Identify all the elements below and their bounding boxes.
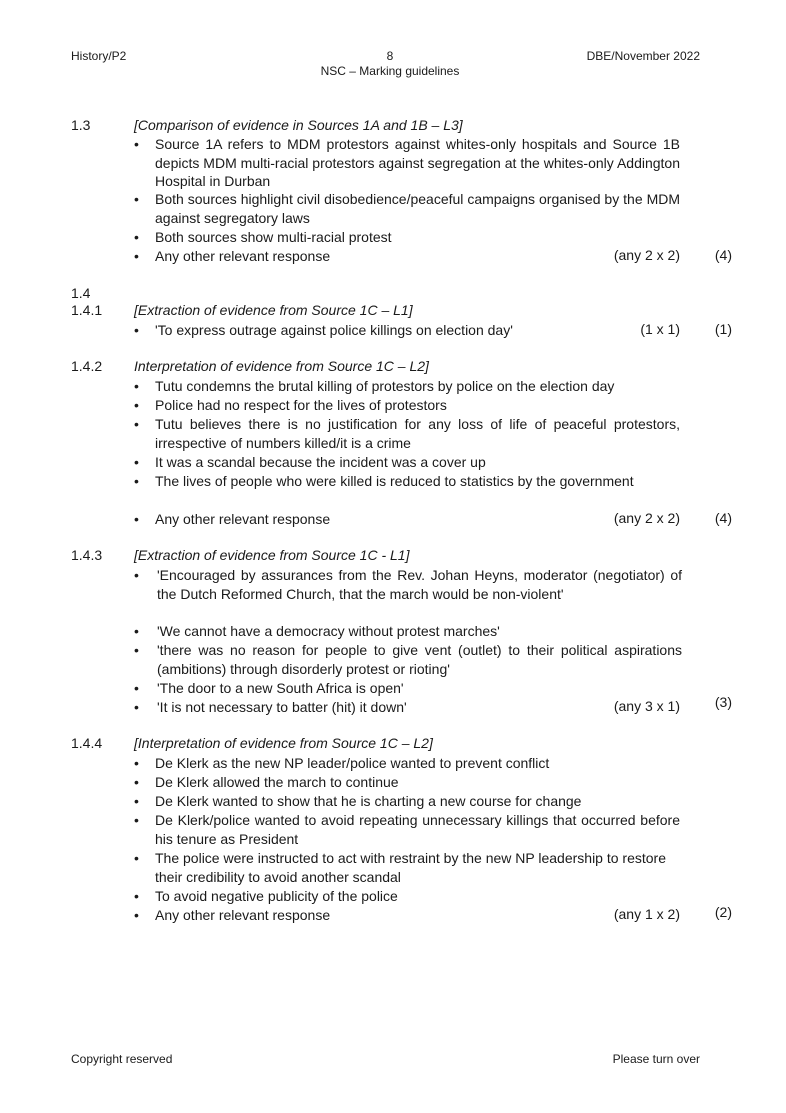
question-number: 1.4.3 bbox=[71, 547, 103, 563]
footer-turn-over: Please turn over bbox=[612, 1052, 700, 1066]
question-heading: [Extraction of evidence from Source 1C - L1] bbox=[134, 547, 410, 563]
header-subtitle: NSC – Marking guidelines bbox=[320, 64, 460, 78]
mark-allocation: (any 2 x 2) bbox=[613, 510, 680, 526]
bullet-icon: • bbox=[134, 812, 139, 828]
mark-allocation: (any 3 x 1) bbox=[613, 698, 680, 714]
header-date: DBE/November 2022 bbox=[586, 49, 700, 63]
question-number: 1.4 bbox=[71, 285, 91, 301]
total-marks: (4) bbox=[714, 247, 732, 263]
mark-allocation: (any 1 x 2) bbox=[613, 906, 680, 922]
bullet-icon: • bbox=[134, 473, 139, 489]
bullet-icon: • bbox=[134, 699, 139, 715]
bullet-icon: • bbox=[134, 511, 139, 527]
total-marks: (3) bbox=[714, 694, 732, 710]
bullet-icon: • bbox=[134, 454, 139, 470]
bullet-icon: • bbox=[134, 567, 139, 583]
bullet-icon: • bbox=[134, 888, 139, 904]
question-number: 1.3 bbox=[71, 117, 91, 133]
footer-copyright: Copyright reserved bbox=[71, 1052, 173, 1066]
bullet-icon: • bbox=[134, 378, 139, 394]
mark-allocation: (any 2 x 2) bbox=[613, 247, 680, 263]
header-page-number: 8 bbox=[386, 49, 394, 63]
bullet-icon: • bbox=[134, 322, 139, 338]
bullet-icon: • bbox=[134, 416, 139, 432]
total-marks: (4) bbox=[714, 510, 732, 526]
question-number: 1.4.1 bbox=[71, 302, 103, 318]
bullet-icon: • bbox=[134, 397, 139, 413]
bullet-icon: • bbox=[134, 623, 139, 639]
bullet-icon: • bbox=[134, 191, 139, 207]
bullet-icon: • bbox=[134, 642, 139, 658]
bullet-icon: • bbox=[134, 774, 139, 790]
question-number: 1.4.4 bbox=[71, 735, 103, 751]
total-marks: (1) bbox=[714, 321, 732, 337]
bullet-icon: • bbox=[134, 136, 139, 152]
bullet-icon: • bbox=[134, 755, 139, 771]
bullet-icon: • bbox=[134, 850, 139, 866]
question-number: 1.4.2 bbox=[71, 358, 103, 374]
bullet-icon: • bbox=[134, 229, 139, 245]
header-subject: History/P2 bbox=[71, 49, 127, 63]
bullet-icon: • bbox=[134, 680, 139, 696]
bullet-icon: • bbox=[134, 907, 139, 923]
question-heading: Interpretation of evidence from Source 1C – L2] bbox=[134, 358, 429, 374]
question-heading: [Comparison of evidence in Sources 1A and 1B – L3] bbox=[134, 117, 463, 133]
mark-allocation: (1 x 1) bbox=[640, 321, 680, 337]
bullet-icon: • bbox=[134, 793, 139, 809]
total-marks: (2) bbox=[714, 904, 732, 920]
question-heading: [Interpretation of evidence from Source 1C – L2] bbox=[134, 735, 433, 751]
bullet-icon: • bbox=[134, 248, 139, 264]
question-heading: [Extraction of evidence from Source 1C – L1] bbox=[134, 302, 413, 318]
